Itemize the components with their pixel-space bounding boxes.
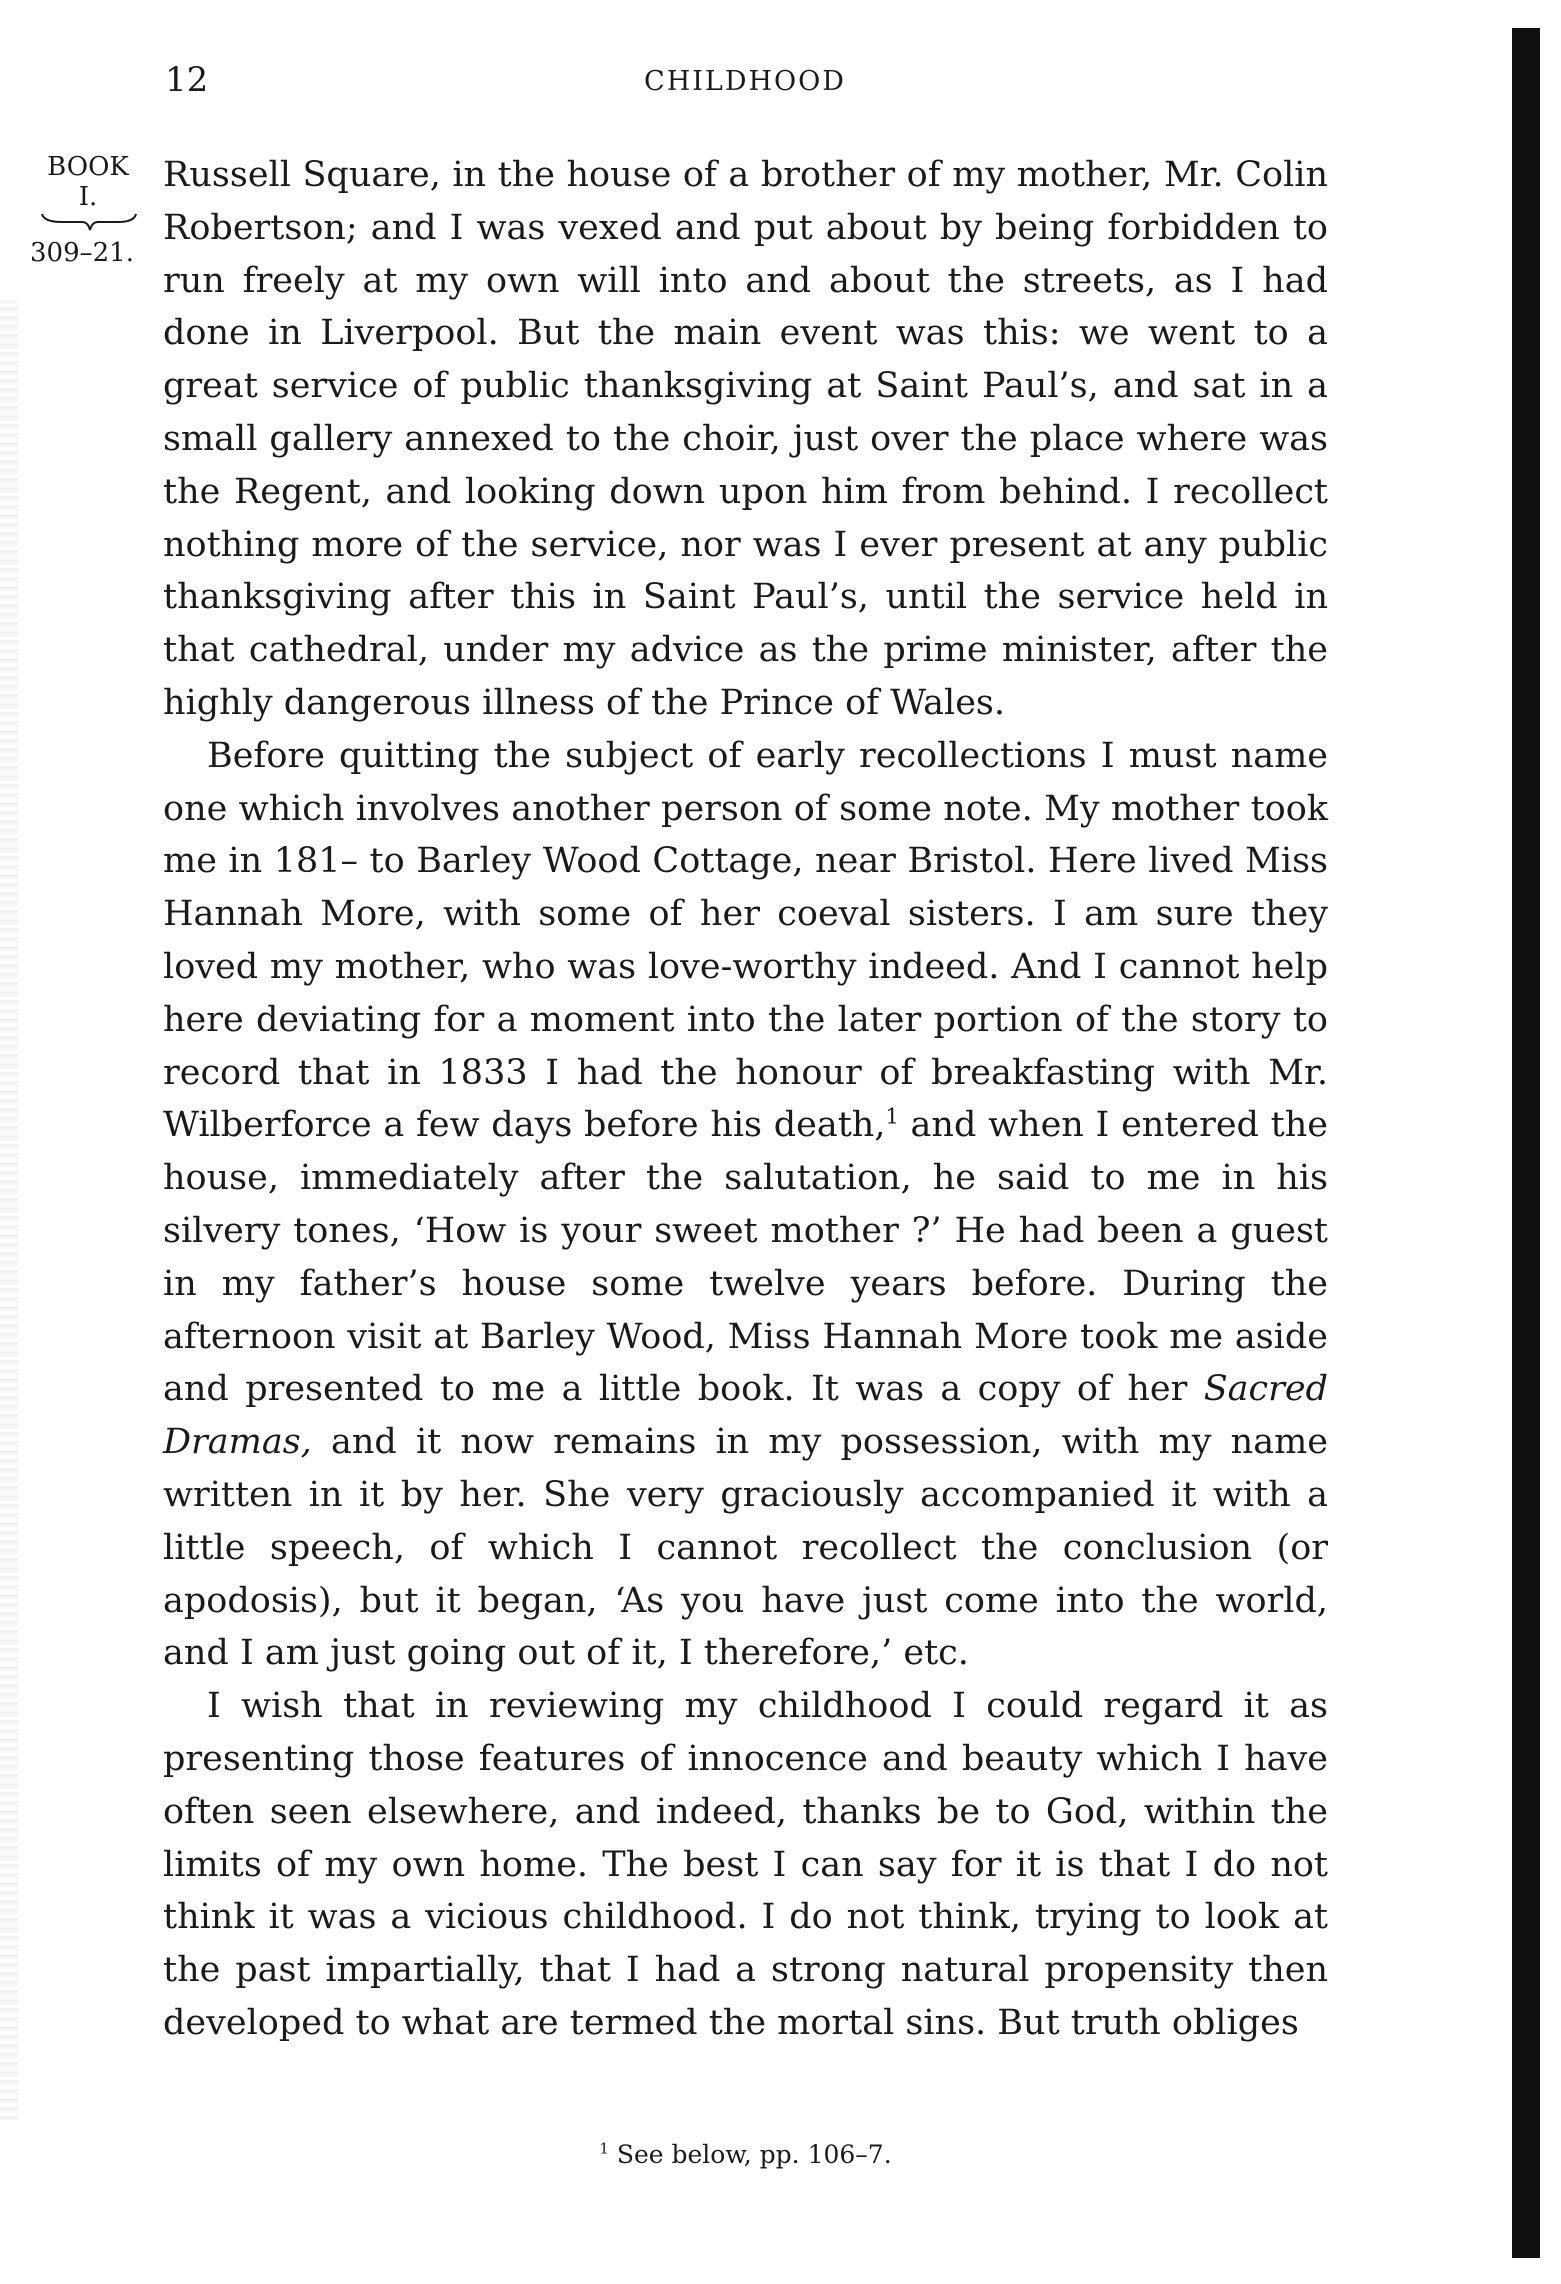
paragraph-1: Russell Square, in the house of a brother of my mother, Mr. Colin Robertson; and I was vexed and put about by being forbidden to run freely at my own will into and about the streets, as I had done in Liverpool. But the main event was this: we went to a great service of public thanksgiving at Saint Paul’s, and sat in a small gallery annexed to the choir, just over the place where was the Regent, and looking down upon him from behind. I recollect nothing more of the service, nor was I ever present at any public thanksgiving after this in Saint Paul’s, until the service held in that cathedral, under my advice as the prime minister, after the highly dangerous illness of the Prince of Wales. (163, 155, 1328, 723)
book-title-italic: Sacred Dramas, (163, 1369, 1328, 1463)
page-header (165, 60, 1325, 108)
paragraph-3: I wish that in reviewing my childhood I could regard it as presenting those features of innocence and beauty which I have often seen elsewhere, and indeed, thanks be to God, within the limits of my own home. The best I can say for it is that I do not think it was a vicious childhood. I do not think, trying to look at the past impartially, that I had a strong natural propensity then developed to what are termed the mortal sins. But truth obliges (163, 1686, 1328, 2043)
binding-gutter (0, 300, 18, 2120)
paragraph-2 (163, 730, 1328, 1680)
paragraph-2-part-1: Before quitting the subject of early recollections I must name one which involves another person of some note. My mother took me in 181– to Barley Wood Cottage, near Bristol. Here lived Miss Hannah More, with some of her coeval sisters. I am sure they loved my mother, who was love-worthy indeed. And I cannot help here deviating for a moment into the later portion of the story to record that in 1833 I had the honour of breakfasting with Mr. Wilberforce a few days before his death, (163, 735, 1328, 1146)
margin-book-label: BOOK (47, 152, 129, 182)
footnote-marker: 1 (599, 2139, 609, 2158)
running-head: CHILDHOOD (644, 66, 846, 97)
margin-years: 309–21. (30, 238, 134, 268)
body-text (163, 149, 1328, 2050)
paragraph-2-part-3: and it now remains in my possession, with my name written in it by her. She very graciously accompanied it with a little speech, of which I cannot recollect the conclusion (or apodosis), but it began, ‘As you have just come into the world, and I am just going out of it, I therefore,’ etc. (163, 1422, 1328, 1674)
footnote-reference: 1 (885, 1104, 899, 1129)
margin-book-number: I. (78, 182, 98, 212)
footnote-text: See below, pp. 106–7. (608, 2140, 892, 2169)
page-edge-shadow (1512, 28, 1540, 2258)
footnote (163, 2140, 1328, 2169)
marginal-note (18, 152, 158, 268)
page-number: 12 (165, 60, 209, 100)
paragraph-2-part-2: and when I entered the house, immediately after the salutation, he said to me in his silvery tones, ‘How is your sweet mother ?’ He had been a guest in my father’s house some twelve years before. During the afternoon visit at Barley Wood, Miss Hannah More took me aside and presented to me a little book. It was a copy of her (163, 1105, 1328, 1410)
brace-icon (38, 210, 138, 232)
